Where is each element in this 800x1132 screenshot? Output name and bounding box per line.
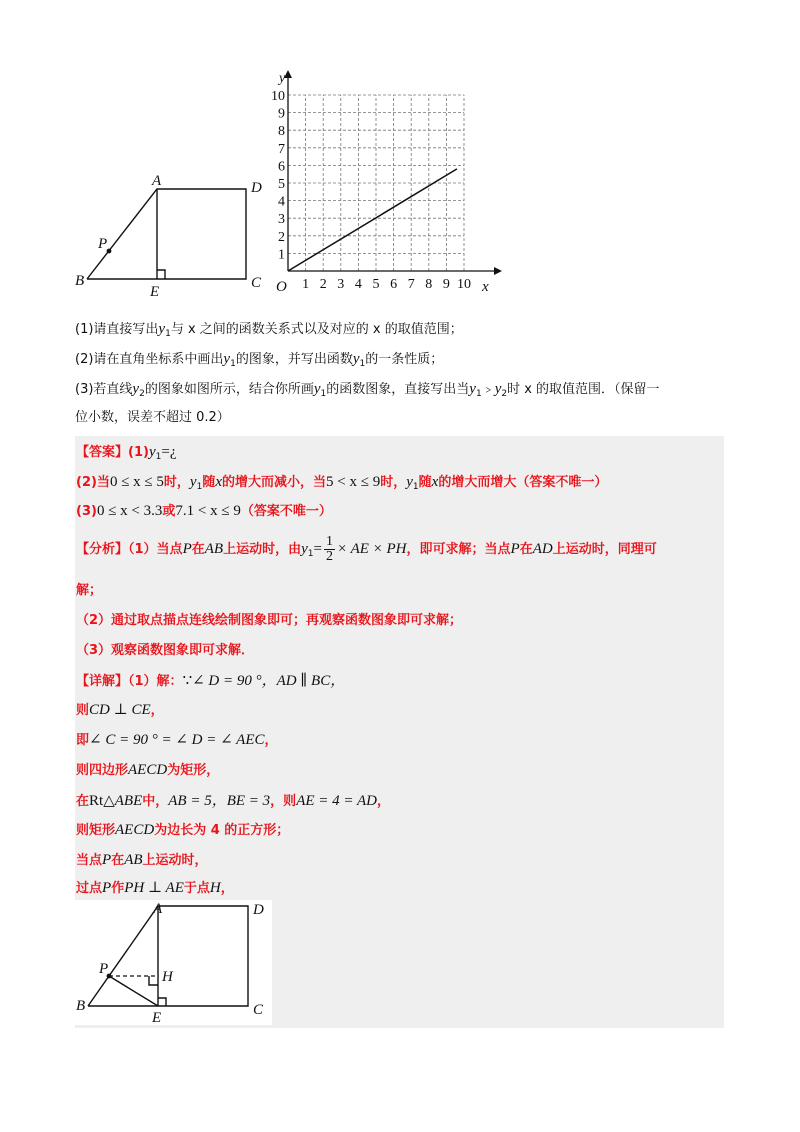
label-b: B xyxy=(75,273,85,289)
line-y2 xyxy=(288,169,457,271)
label-h: H xyxy=(162,969,173,985)
label-c: C xyxy=(253,1002,264,1018)
detail-line-5: 在Rt△ABE中，AB = 5，BE = 3，则AE = 4 = AD， xyxy=(76,793,390,809)
y-tick-label: 2 xyxy=(278,229,285,245)
y-tick-label: 4 xyxy=(278,194,285,210)
y-tick-label: 7 xyxy=(278,141,285,157)
label-b: B xyxy=(76,998,86,1014)
x-axis-label: x xyxy=(482,279,489,295)
x-tick-label: 7 xyxy=(407,277,415,292)
x-tick-label: 2 xyxy=(319,277,327,292)
fraction-half: $\frac{1}{2}$ xyxy=(325,534,333,564)
detail-line-6: 则矩形AECD为边长为 4 的正方形； xyxy=(76,822,290,838)
analysis-line-2: 解； xyxy=(76,583,103,598)
label-e: E xyxy=(152,1010,162,1025)
geometry-figure-2 xyxy=(72,900,272,1025)
geometry-figure-1 xyxy=(70,170,270,300)
answer-line-3: (3)0 ≤ x < 3.3或7.1 < x ≤ 9（答案不唯一） xyxy=(76,503,332,519)
y-tick-label: 1 xyxy=(278,247,285,263)
y-tick-label: 5 xyxy=(278,177,285,192)
origin-label: O xyxy=(276,279,287,295)
x-axis-arrow xyxy=(494,267,502,275)
label-d: D xyxy=(253,902,264,918)
label-a: A xyxy=(153,901,163,917)
x-tick-label: 4 xyxy=(354,277,362,292)
analysis-line-4: （3）观察函数图象即可求解． xyxy=(76,643,255,658)
label-p: P xyxy=(99,961,109,977)
question-2: (2)请在直角坐标系中画出$y_1$的图象，并写出函数$y_1$的一条性质； xyxy=(75,351,444,369)
y-tick-label: 3 xyxy=(278,212,285,228)
x-tick-label: 9 xyxy=(442,277,450,292)
question-3: (3)若直线$y_2$的图象如图所示，结合你所画$y_1$的函数图象，直接写出当$y_1﹥y_2$时 x 的取值范围．（保留一 xyxy=(75,381,660,399)
x-tick-label: 6 xyxy=(390,277,398,292)
point-p-dot xyxy=(107,249,112,254)
detail-line-1: 【详解】（1）解：∵∠ D = 90 °，AD ∥ BC， xyxy=(76,673,346,689)
detail-line-3: 即∠ C = 90 ° = ∠ D = ∠ AEC， xyxy=(76,732,278,748)
coordinate-graph xyxy=(262,70,502,296)
detail-line-2: 则CD ⊥ CE， xyxy=(76,702,164,718)
x-tick-label: 10 xyxy=(457,277,471,292)
answer-line-2: (2)当0 ≤ x ≤ 5时，$y_1$随x的增大而减小，当5 < x ≤ 9时，$y_1$随x的增大而增大（答案不唯一） xyxy=(76,474,608,492)
analysis-line-1: 【分析】（1）当点P在AB上运动时，由$y_1=$ $\frac{1}{2}$ × AE × PH，即可求解；当点P在AD上运动时，同理可 xyxy=(76,534,657,564)
answer-line-1: 【答案】$(1)y_1=¿$ xyxy=(76,444,177,462)
analysis-line-3: （2）通过取点描点连线绘制图象即可；再观察函数图象即可求解； xyxy=(76,613,463,628)
label-a: A xyxy=(152,173,162,189)
detail-line-8: 过点P作PH ⊥ AE于点H， xyxy=(76,880,234,896)
label-p: P xyxy=(98,236,108,252)
x-tick-label: 1 xyxy=(302,277,310,292)
question-1: (1)请直接写出$y_1$与 x 之间的函数关系式以及对应的 x 的取值范围； xyxy=(75,321,463,339)
detail-line-7: 当点P在AB上运动时， xyxy=(76,852,208,868)
x-tick-label: 5 xyxy=(372,277,380,292)
detail-line-4: 则四边形AECD为矩形， xyxy=(76,762,220,778)
y-tick-label: 10 xyxy=(271,89,285,104)
question-3-cont: 位小数，误差不超过 0.2） xyxy=(75,410,230,425)
x-tick-label: 3 xyxy=(337,277,345,292)
label-e: E xyxy=(150,284,160,300)
x-tick-label: 8 xyxy=(425,277,433,292)
y-tick-label: 9 xyxy=(278,106,285,122)
label-d: D xyxy=(251,180,262,196)
graph-grid xyxy=(288,95,464,271)
y-tick-label: 6 xyxy=(278,159,285,175)
y-tick-label: 8 xyxy=(278,124,285,140)
y-axis-label: y xyxy=(279,71,286,86)
label-c: C xyxy=(251,275,262,291)
